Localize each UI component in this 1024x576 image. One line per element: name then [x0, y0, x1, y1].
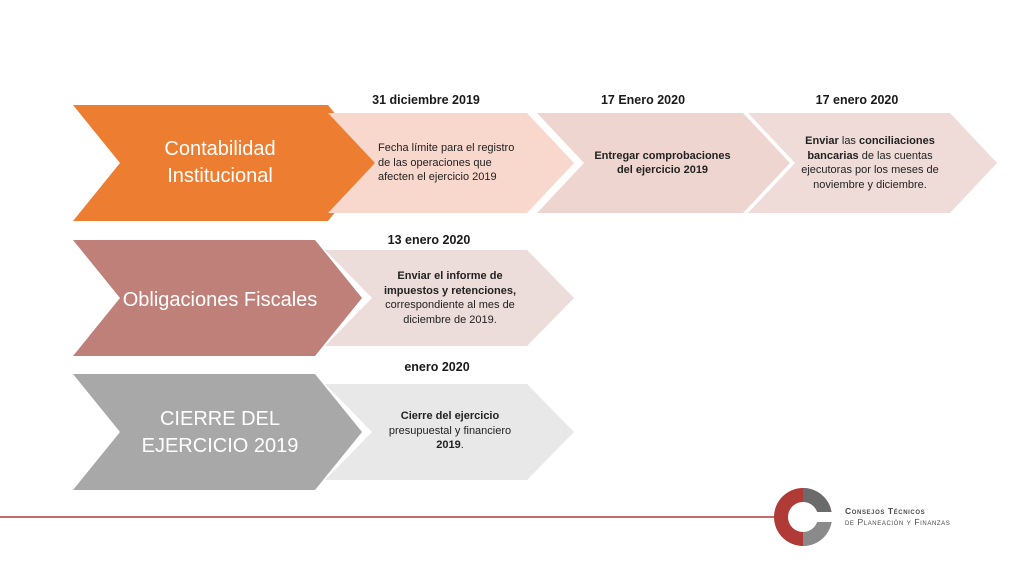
logo-line-1: Consejos Técnicos: [845, 506, 926, 516]
row-1-step-3-text: Enviar las conciliaciones bancarias de las cuentas ejecutoras por los meses de noviembre y diciembre.: [801, 135, 939, 191]
logo-mark: [774, 488, 832, 546]
row-1-label: Contabilidad Institucional: [164, 138, 276, 187]
logo-line-2: de Planeación y Finanzas: [845, 517, 951, 527]
logo-text: [845, 506, 950, 528]
row-1-step-1-desc: Fecha límite para el registro de las operaciones que afecten el ejercicio 2019: [378, 142, 515, 184]
row-1-step-3-date: 17 enero 2020: [815, 93, 899, 107]
row-2-label: Obligaciones Fiscales: [122, 288, 318, 311]
row-2-step-1-text: Enviar el informe de impuestos y retenciones, correspondiente al mes de diciembre de 2019.: [383, 270, 517, 326]
row-1-step-2-desc: Entregar comprobaciones del ejercicio 2019: [594, 149, 731, 176]
row-3-step-1-date: enero 2020: [404, 360, 470, 374]
row-1-step-2-date: 17 Enero 2020: [600, 93, 686, 107]
row-2-step-1-date: 13 enero 2020: [387, 233, 471, 247]
row-3-label: CIERRE DEL EJERCICIO 2019: [141, 408, 299, 457]
row-1-step-1-text: [378, 123, 523, 203]
row-1-step-1-date: 31 diciembre 2019: [372, 93, 480, 107]
row-1-step-2-text: [590, 128, 735, 198]
row-3-step-1-text: Cierre del ejercicio presupuestal y financiero 2019.: [388, 410, 512, 452]
